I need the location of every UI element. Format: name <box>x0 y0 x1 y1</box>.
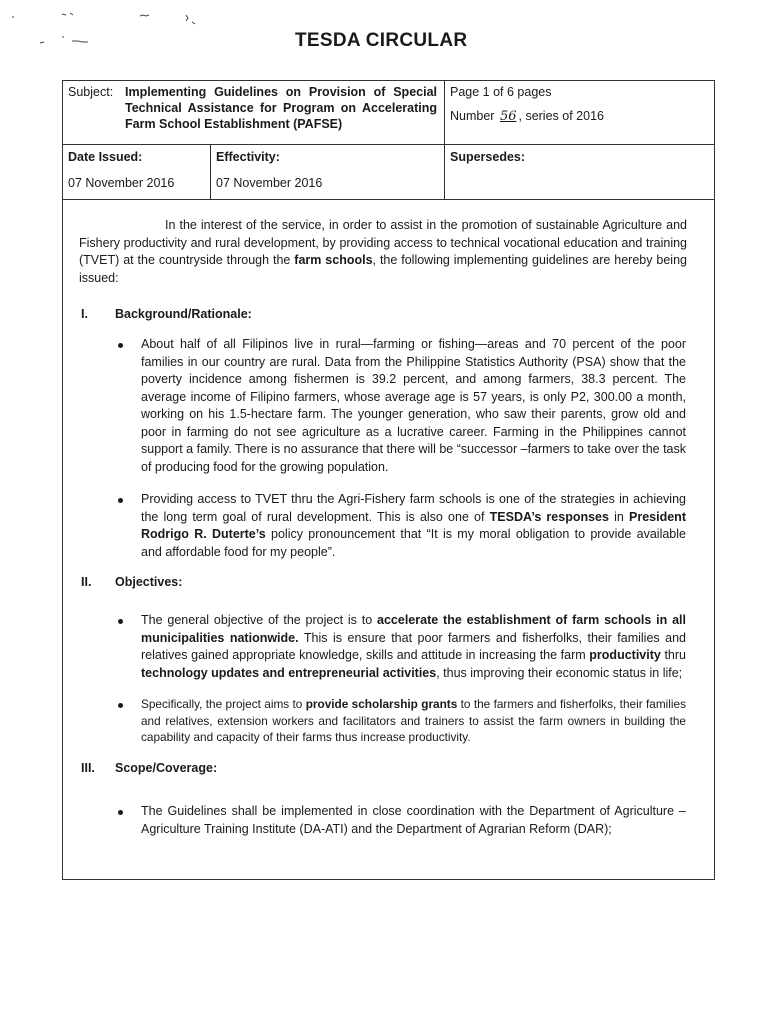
number-value: 56 <box>499 109 517 124</box>
bullet-bold: accelerate the establishment of farm schools in all municipalities nationwide. <box>141 613 686 645</box>
bullet-icon <box>118 810 123 815</box>
section-label: Scope/Coverage: <box>115 761 218 775</box>
bullet-text: in <box>608 509 630 524</box>
date-issued-value: 07 November 2016 <box>68 176 175 190</box>
bullet-text: Specifically, the project aims to <box>141 697 306 711</box>
circular-number <box>450 108 604 125</box>
bullet-paragraph <box>141 491 686 561</box>
bullet-paragraph <box>141 612 686 682</box>
scan-marks <box>0 0 200 70</box>
bullet-text: Providing access to TVET thru the Agri-Fishery farm schools is one of the strategies in achieving the long term goal of rural development. This is also one of <box>141 492 686 524</box>
grid-line <box>63 144 714 145</box>
date-issued-label: Date Issued: <box>68 150 143 164</box>
bullet-text: About half of all Filipinos live in rural—farming or fishing—areas and 70 percent of the poor families in our country are rural. Data from the Philippine Statistics Authority (PSA) show that the poverty incidence among fishermen is 39.2 percent, and among farmers, 38.3 percent. The average income of Filipino farmers, whose average age is 57 years, is only P2, 300.00 a month, working on his 1.5-hectare farm. The younger generation, who saw their parents, grow old and poor in farming do not see agriculture as a lucrative career. Farming in the Philippines cannot support a family. There is no assurance that there will be “successor –farmers to take over the task of producing food for the growing population. <box>141 337 686 474</box>
bullet-bold: President Rodrigo R. Duterte’s <box>141 509 686 541</box>
document-title: TESDA CIRCULAR <box>295 30 468 51</box>
section-label: Background/Rationale: <box>115 307 252 321</box>
circular-frame <box>62 80 715 880</box>
bullet-paragraph <box>141 803 686 838</box>
grid-line <box>63 199 714 200</box>
bullet-text: , thus improving their economic status in life; <box>436 665 683 680</box>
page-info: Page 1 of 6 pages <box>450 85 552 99</box>
subject-label: Subject: <box>68 85 114 99</box>
subject-text: Implementing Guidelines on Provision of Special Technical Assistance for Program on Accelerating Farm School Establishment (PAFSE) <box>125 85 437 131</box>
effectivity-value: 07 November 2016 <box>216 176 323 190</box>
bullet-text: policy pronouncement that “It is my moral obligation to provide available and affordable food for my people”. <box>141 527 686 559</box>
bullet-icon <box>118 619 123 624</box>
intro-text: In the interest of the service, in order to assist in the promotion of sustainable Agriculture and Fishery productivity and rural development, by providing access to technical vocational education and training (TVET) at the countryside through the <box>79 218 687 267</box>
supersedes-label: Supersedes: <box>450 150 526 164</box>
bullet-icon <box>118 498 123 503</box>
number-suffix: , series of 2016 <box>518 109 604 123</box>
bullet-text: The Guidelines shall be implemented in close coordination with the Department of Agriculture – Agriculture Training Institute (DA-ATI) and the Department of Agrarian Reform (DAR); <box>141 804 686 836</box>
intro-paragraph <box>79 217 687 287</box>
bullet-text: The general objective of the project is to <box>141 613 378 627</box>
section-number: I. <box>81 307 88 321</box>
bullet-icon <box>118 703 123 708</box>
section-label: Objectives: <box>115 575 183 589</box>
intro-bold: farm schools <box>294 253 373 267</box>
bullet-icon <box>118 343 123 348</box>
bullet-bold: technology updates and entrepreneurial activities <box>141 665 437 680</box>
bullet-bold: productivity <box>589 648 661 662</box>
bullet-bold: TESDA’s responses <box>489 509 609 524</box>
bullet-paragraph <box>141 336 686 476</box>
intro-text-end: , the following implementing guidelines are hereby being issued: <box>79 253 687 285</box>
grid-line <box>210 144 211 200</box>
effectivity-label: Effectivity: <box>216 150 280 164</box>
bullet-text: to the farmers and fisherfolks, their families and relatives, extension workers and facilitators and trainers to assist the farm owners in building the capability and capacity of their farms thus increase productivity. <box>141 697 686 744</box>
bullet-text: This is ensure that poor farmers and fisherfolks, their families and relatives gained appropriate knowledge, skills and attitude in increasing the farm <box>141 630 686 662</box>
number-prefix: Number <box>450 109 495 123</box>
grid-line <box>444 81 445 200</box>
bullet-paragraph <box>141 696 686 746</box>
bullet-bold: provide scholarship grants <box>305 697 458 711</box>
section-number: II. <box>81 575 92 589</box>
bullet-text: thru <box>660 648 686 662</box>
section-number: III. <box>81 761 95 775</box>
